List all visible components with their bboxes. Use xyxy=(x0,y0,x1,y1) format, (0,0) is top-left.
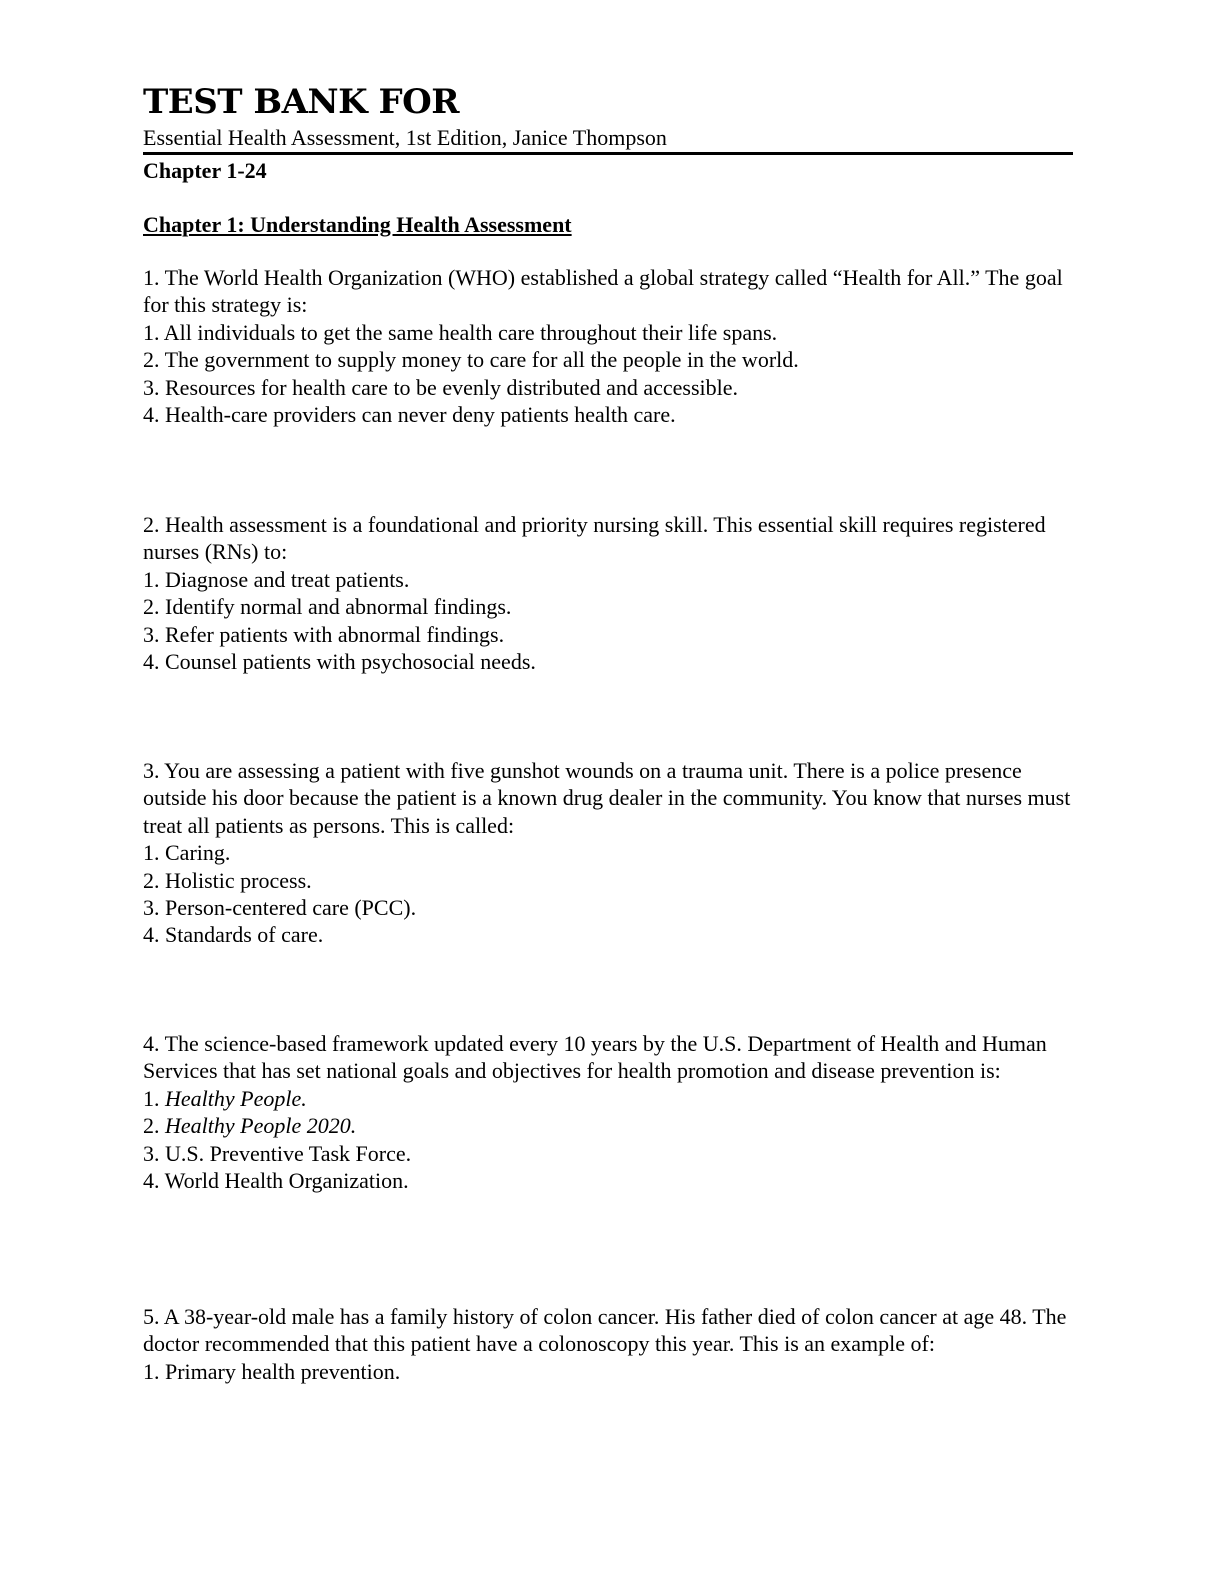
answer-option: 1. Caring. xyxy=(143,840,231,866)
question-stem: 3. You are assessing a patient with five gunshot wounds on a trauma unit. There is a police presence outside his door because the patient is a known drug dealer in the community. You know that nurses must treat all patients as persons. This is called: xyxy=(143,758,1071,838)
answer-option: 1. All individuals to get the same health care throughout their life spans. xyxy=(143,319,778,345)
question-2 xyxy=(143,511,1073,675)
answer-option: 4. Counsel patients with psychosocial needs. xyxy=(143,649,536,675)
answer-option: 4. Standards of care. xyxy=(143,922,324,948)
option-text-italic: Healthy People. xyxy=(165,1085,307,1111)
answer-option: 3. Resources for health care to be evenly distributed and accessible. xyxy=(143,374,738,400)
question-3 xyxy=(143,757,1073,949)
answer-option: 2. The government to supply money to care for all the people in the world. xyxy=(143,347,799,373)
answer-option: 1. Primary health prevention. xyxy=(143,1358,401,1384)
test-bank-title: TEST BANK FOR xyxy=(143,82,460,122)
answer-option xyxy=(143,1112,1073,1139)
question-stem: 1. The World Health Organization (WHO) established a global strategy called “Health for All.” The goal for this strategy is: xyxy=(143,265,1063,318)
question-stem: 4. The science-based framework updated every 10 years by the U.S. Department of Health and Human Services that has set national goals and objectives for health promotion and disease prevention is: xyxy=(143,1031,1047,1084)
answer-option: 3. Person-centered care (PCC). xyxy=(143,895,417,921)
option-text-italic: Healthy People 2020. xyxy=(165,1113,357,1139)
question-stem: 2. Health assessment is a foundational and priority nursing skill. This essential skill requires registered nurses (RNs) to: xyxy=(143,512,1046,565)
question-5 xyxy=(143,1303,1073,1385)
question-stem: 5. A 38-year-old male has a family history of colon cancer. His father died of colon cancer at age 48. The doctor recommended that this patient have a colonoscopy this year. This is an example of: xyxy=(143,1304,1067,1357)
answer-option: 2. Identify normal and abnormal findings. xyxy=(143,594,512,620)
option-number: 2. xyxy=(143,1113,165,1139)
question-1 xyxy=(143,264,1073,428)
answer-option xyxy=(143,1085,1073,1112)
question-4 xyxy=(143,1030,1073,1194)
answer-option: 2. Holistic process. xyxy=(143,867,312,893)
header-divider xyxy=(143,152,1073,155)
answer-option: 4. Health-care providers can never deny patients health care. xyxy=(143,402,676,428)
chapter-heading: Chapter 1: Understanding Health Assessment xyxy=(143,212,572,237)
answer-option: 4. World Health Organization. xyxy=(143,1168,409,1194)
answer-option: 1. Diagnose and treat patients. xyxy=(143,566,410,592)
option-number: 1. xyxy=(143,1085,165,1111)
book-subtitle: Essential Health Assessment, 1st Edition, Janice Thompson xyxy=(143,125,667,150)
chapter-range: Chapter 1-24 xyxy=(143,158,267,183)
answer-option: 3. Refer patients with abnormal findings. xyxy=(143,621,505,647)
answer-option: 3. U.S. Preventive Task Force. xyxy=(143,1140,412,1166)
